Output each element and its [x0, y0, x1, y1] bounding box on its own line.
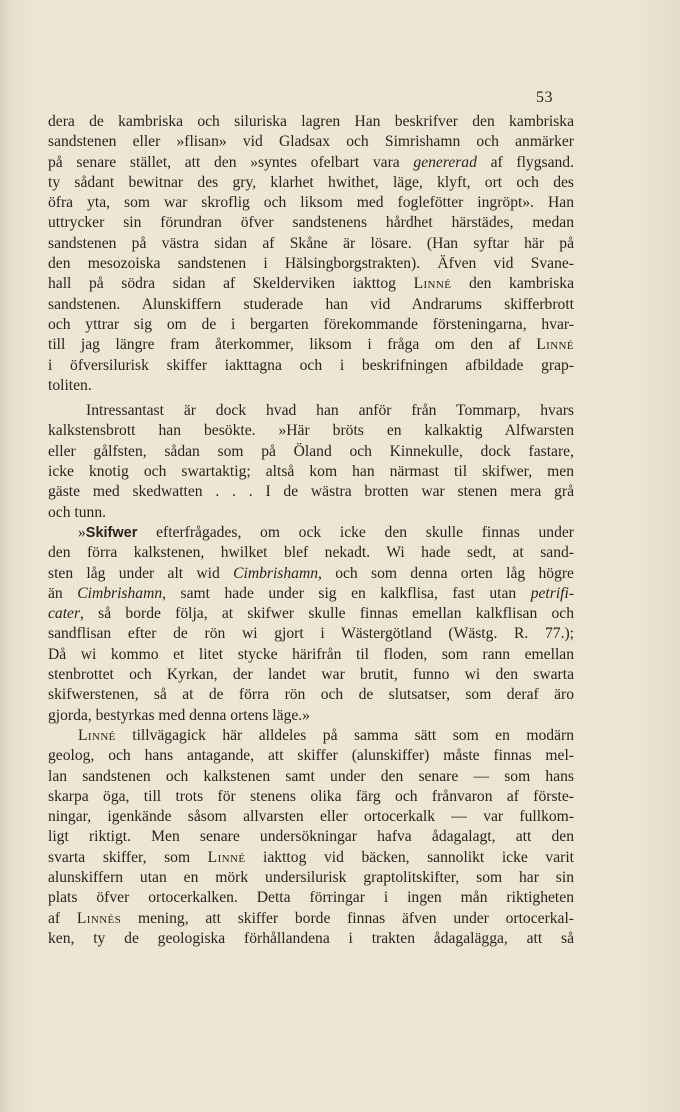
- text-line: [48, 213, 574, 233]
- text-run: , och som denna orten låg högre: [318, 564, 574, 582]
- text-run: Linné: [413, 275, 452, 293]
- text-run: sandstenen eller »flisan» vid Gladsax och Simrishamn och anmärker: [48, 133, 574, 151]
- text-line: [48, 356, 574, 376]
- text-run: uttrycker sin förundran öfver sandstenens hårdhet härstädes, medan: [48, 214, 574, 232]
- text-line: [48, 746, 574, 766]
- text-run: på senare stället, att den »syntes ofelbart vara: [48, 153, 414, 171]
- text-line: [48, 295, 574, 315]
- text-line: [48, 523, 574, 543]
- text-line: [48, 132, 574, 152]
- text-run: mening, att skiffer borde finnas äfven under ortocerkal-: [121, 909, 575, 927]
- text-run: kalkstensbrott han besökte. »Här bröts en kalkaktig Alfwarsten: [48, 422, 574, 440]
- text-line: [48, 482, 574, 502]
- text-run: lan sandstenen och kalkstenen samt under den senare — som hans: [48, 767, 574, 785]
- text-run: Linné: [536, 336, 574, 354]
- text-run: efterfrågades, om ock icke den skulle finnas under: [137, 523, 574, 541]
- text-run: Cimbrishamn: [77, 584, 163, 602]
- text-line: [48, 173, 574, 193]
- text-run: plats öfver ortocerkalken. Detta förringar i ingen mån riktigheten: [48, 889, 574, 907]
- text-run: af flygsand.: [476, 153, 574, 171]
- text-line: [48, 543, 574, 563]
- text-run: geolog, och hans antagande, att skiffer (alunskiffer) måste finnas mel-: [48, 747, 574, 765]
- text-line: [48, 706, 574, 726]
- text-line: [48, 401, 574, 421]
- text-line: [48, 584, 574, 604]
- text-run: stenbrottet och Kyrkan, der landet war brutit, funno wi den swarta: [48, 666, 574, 684]
- text-run: skifwerstenen, så at de förra rön och de slutsatser, som deraf äro: [48, 686, 574, 704]
- text-line: [48, 848, 574, 868]
- text-run: till jag längre fram återkommer, liksom i fråga om den af: [48, 336, 537, 354]
- text-run: ken, ty de geologiska förhållandena i trakten ådagalägga, att så: [48, 929, 574, 947]
- text-line: [48, 193, 574, 213]
- text-line: [48, 807, 574, 827]
- text-run: skarpa öga, till trots för stenens olika färg och frånvaron af förste-: [48, 787, 574, 805]
- text-run: Linnés: [76, 909, 122, 927]
- text-line: [48, 685, 574, 705]
- text-line: [48, 645, 574, 665]
- text-line: [48, 234, 574, 254]
- text-line: [48, 909, 574, 929]
- text-run: sandstenen. Alunskiffern studerade han vid Andrarums skifferbrott: [48, 295, 574, 313]
- text-line: [48, 442, 574, 462]
- text-line: [48, 335, 574, 355]
- text-run: Linné: [78, 726, 116, 744]
- text-run: Intressantast är dock hvad han anför från Tommarp, hvars: [86, 402, 574, 420]
- text-line: [48, 254, 574, 274]
- body-text: [48, 112, 574, 949]
- text-run: iakttog vid bäcken, sannolikt icke varit: [245, 848, 574, 866]
- text-run: den kambriska: [451, 275, 574, 293]
- text-run: i öfversilurisk skiffer iakttagna och i beskrifningen afbildade grap-: [48, 356, 574, 374]
- text-run: tillvägagick här alldeles på samma sätt som en modärn: [115, 726, 574, 744]
- text-run: hall på södra sidan af Skelderviken iakttog: [48, 275, 414, 293]
- text-run: Skifwer: [85, 524, 138, 541]
- text-line: [48, 153, 574, 173]
- text-line: [48, 376, 574, 396]
- text-line: [48, 726, 574, 746]
- text-run: gjorda, bestyrkas med denna ortens läge.»: [48, 706, 310, 724]
- text-run: , så borde följa, at skifwer skulle finnas emellan kalkflisan och: [80, 605, 574, 623]
- text-line: [48, 827, 574, 847]
- text-run: Cimbrishamn: [233, 564, 319, 582]
- text-run: cater: [48, 605, 81, 623]
- text-line: [48, 929, 574, 949]
- text-line: [48, 868, 574, 888]
- text-run: toliten.: [48, 376, 92, 394]
- text-run: alunskiffern utan en mörk undersilurisk graptolitskifter, som har sin: [48, 868, 574, 886]
- text-run: ty sådant bewitnar des gry, klarhet hwithet, läge, klyft, ort och des: [48, 173, 574, 191]
- text-line: [48, 888, 574, 908]
- text-run: , samt hade under sig en kalkflisa, fast utan: [162, 584, 531, 602]
- text-run: än: [48, 584, 78, 602]
- text-run: icke knotig och swartaktig; altså kom han närmast til skifwer, men: [48, 463, 574, 481]
- text-run: den mesozoiska sandstenen i Hälsingborgstrakten). Äfven vid Svane-: [48, 255, 574, 273]
- text-run: »: [78, 523, 86, 541]
- page-number: 53: [536, 89, 553, 106]
- text-run: Linné: [207, 848, 246, 866]
- text-run: sandflisan efter de rön wi gjort i Wästergötland (Wästg. R. 77.);: [48, 625, 574, 643]
- text-line: [48, 462, 574, 482]
- text-run: petrifi-: [530, 584, 575, 602]
- text-line: [48, 665, 574, 685]
- text-run: den förra kalkstenen, hwilket blef nekadt. Wi hade sedt, at sand-: [48, 544, 574, 562]
- text-run: af: [48, 909, 77, 927]
- text-line: [48, 421, 574, 441]
- text-line: [48, 503, 574, 523]
- text-line: [48, 624, 574, 644]
- text-run: genererad: [413, 153, 477, 171]
- text-run: ningar, igenkände såsom allvarsten eller ortocerkalk — var fullkom-: [48, 808, 574, 826]
- text-line: [48, 604, 574, 624]
- text-line: [48, 564, 574, 584]
- text-run: gäste med skedwatten . . . I de wästra brotten war stenen mera grå: [48, 483, 574, 501]
- text-run: och tunn.: [48, 503, 107, 521]
- text-run: svarta skiffer, som: [48, 848, 208, 866]
- text-run: öfra yta, som war skroflig och liksom med foglefötter ingröpt». Han: [48, 194, 574, 212]
- text-line: [48, 112, 574, 132]
- text-run: dera de kambriska och siluriska lagren Han beskrifver den kambriska: [48, 113, 574, 130]
- text-line: [48, 787, 574, 807]
- text-line: [48, 315, 574, 335]
- text-run: och yttrar sig om de i bergarten förekommande försteningarna, hvar-: [48, 315, 574, 333]
- text-run: eller gålfsten, sådan som på Öland och Kinnekulle, dock fastare,: [48, 442, 574, 460]
- text-run: sandstenen på västra sidan af Skåne är lösare. (Han syftar här på: [48, 234, 574, 252]
- text-line: [48, 767, 574, 787]
- text-run: ligt riktigt. Men senare undersökningar hafva ådagalagt, att den: [48, 828, 574, 846]
- text-run: sten låg under alt wid: [48, 564, 234, 582]
- text-line: [48, 274, 574, 294]
- text-run: Då wi kommo et litet stycke härifrån til floden, som rann emellan: [48, 645, 574, 663]
